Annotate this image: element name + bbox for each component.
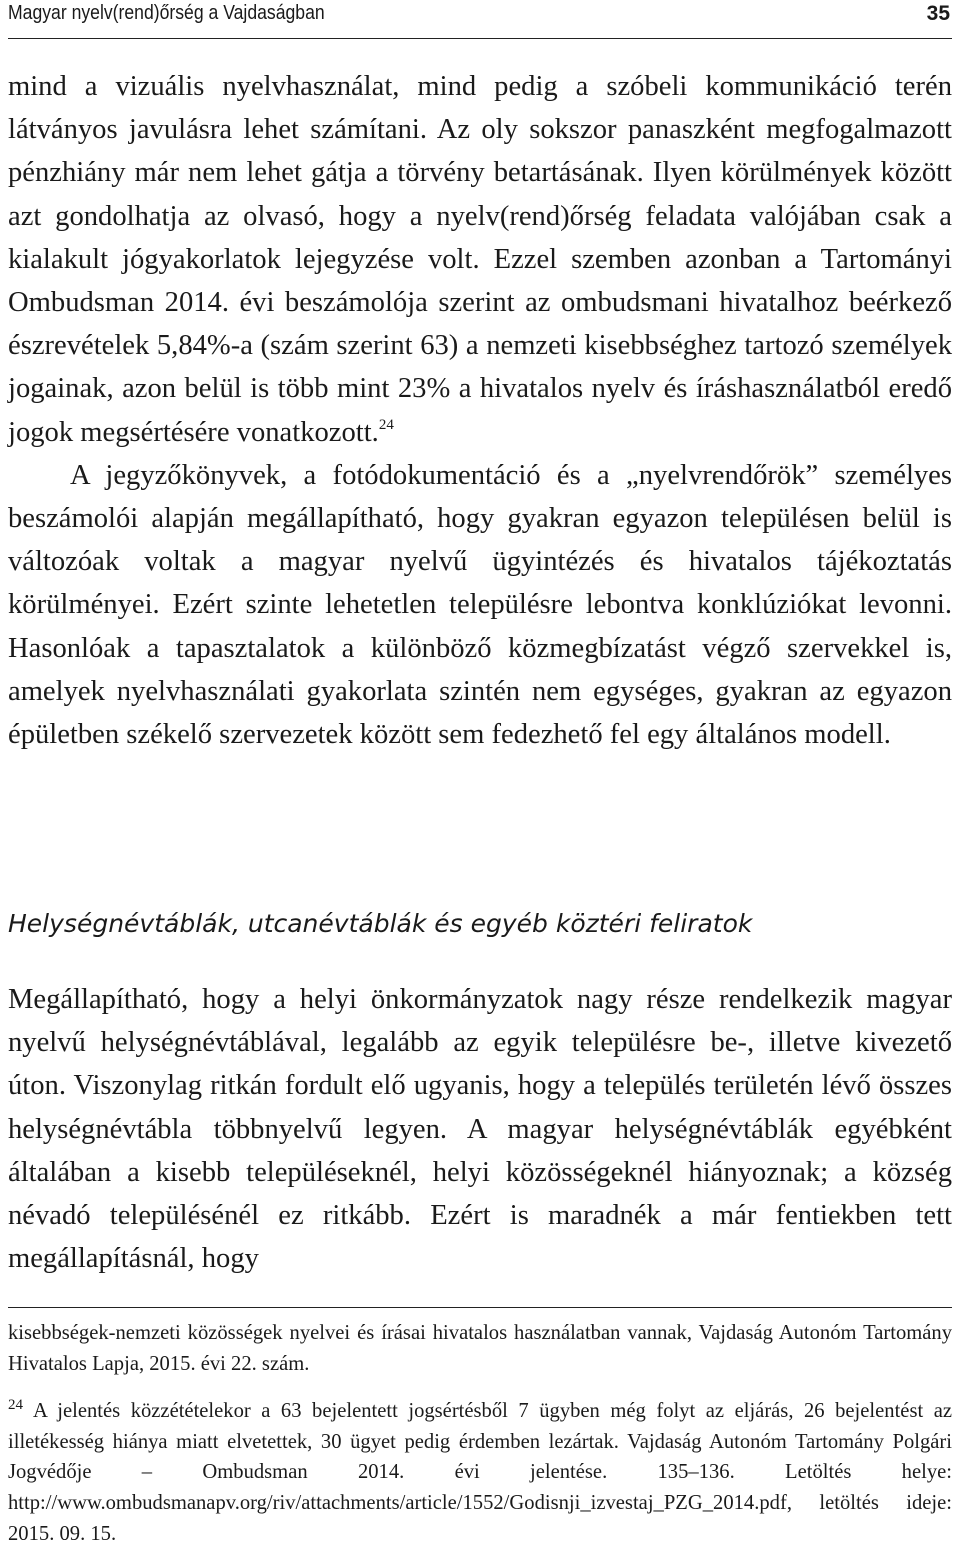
footnote-number: 24 <box>8 1397 23 1414</box>
body-text-upper <box>8 65 952 756</box>
footnote-ref-24[interactable]: 24 <box>378 416 394 433</box>
body-text-lower <box>8 978 952 1280</box>
footnote-continued-text: kisebbségek-nemzeti közösségek nyelvei és írásai hivatalos használatban vannak, Vajdaság Autonóm Tartomány Hivatalos Lapja, 2015. évi 22. szám. <box>8 1322 952 1375</box>
page-number: 35 <box>926 2 950 25</box>
section-paragraph: Megállapítható, hogy a helyi önkormányzatok nagy része rendelkezik magyar nyelvű helységnévtáblával, legalább az egyik településre be-, illetve kivezető úton. Viszonylag ritkán fordult elő ugyanis, hogy a település területén lévő összes helységnévtábla többnyelvű legyen. A magyar helységnévtáblák egyébként általában a kisebb településeknél, helyi közösségeknél hiányoznak; a község névadó településénél ez ritkább. Ezért is maradnék a már fentiekben tett megállapításnál, hogy <box>8 984 952 1275</box>
section-heading: Helységnévtáblák, utcanévtáblák és egyéb köztéri feliratok <box>8 909 753 938</box>
footnote-continued <box>8 1318 952 1379</box>
running-header <box>8 0 952 39</box>
footnote-24 <box>8 1396 952 1549</box>
paragraph-1 <box>8 65 952 454</box>
footnotes <box>8 1318 952 1549</box>
running-title: Magyar nyelv(rend)őrség a Vajdaságban <box>8 2 325 24</box>
footnote-24-text: A jelentés közzétételekor a 63 bejelentett jogsértésből 7 ügyben még folyt az eljárás, 26 bejelentést az illetékesség hiánya miatt elvetettek, 30 ügyet pedig érdemben lezártak. Vajdaság Autonóm Tartomány Polgári Jogvédője – Ombudsman 2014. évi jelentése. 135–136. Letöltés helye: http://www.ombudsmanapv.org/riv/attachments/article/1552/Godisnji_izvestaj_PZG_2014.pdf, letöltés ideje: 2015. 09. 15. <box>8 1400 952 1545</box>
paragraph-2: A jegyzőkönyvek, a fotódokumentáció és a „nyelvrendőrök” személyes beszámolói alapján megállapítható, hogy gyakran egyazon településen belül is változóak voltak a magyar nyelvű ügyintézés és hivatalos tájékoztatás körülményei. Ezért szinte lehetetlen településre lebontva konklúziókat levonni. Hasonlóak a tapasztalatok a különböző közmegbízatást végző szervekkel is, amelyek nyelvhasználati gyakorlata szintén nem egységes, gyakran az egyazon épületben székelő szervezetek között sem fedezhető fel egy általános modell. <box>8 459 952 751</box>
paragraph-1-text: mind a vizuális nyelvhasználat, mind pedig a szóbeli kommunikáció terén látványos javulásra lehet számítani. Az oly sokszor panaszként megfogalmazott pénzhiány már nem lehet gátja a törvény betartásának. Ilyen körülmények között azt gondolhatja az olvasó, hogy a nyelv(rend)őrség feladata valójában csak a kialakult jógyakorlatok lejegyzése volt. Ezzel szemben azonban a Tartományi Ombudsman 2014. évi beszámolója szerint az ombudsmani hivatalhoz beérkező észrevételek 5,84%-a (szám szerint 63) a nemzeti kisebbséghez tartozó személyek jogainak, azon belül is több mint 23% a hivatalos nyelv és íráshasználatból eredő jogok megsértésére vonatkozott. <box>8 71 952 448</box>
footnote-divider <box>8 1307 952 1308</box>
